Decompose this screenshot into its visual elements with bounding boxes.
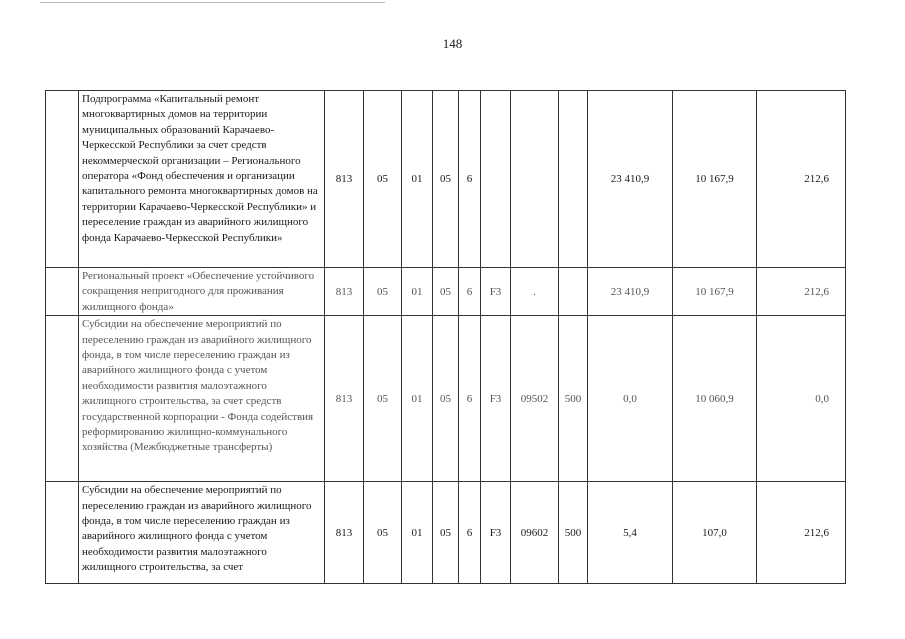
expense-type-code bbox=[559, 91, 588, 268]
amount-1: 5,4 bbox=[588, 482, 673, 584]
expense-type-code: 500 bbox=[559, 482, 588, 584]
project-code: F3 bbox=[481, 482, 511, 584]
amount-3: 0,0 bbox=[757, 316, 846, 482]
amount-2: 107,0 bbox=[673, 482, 757, 584]
program-code: 05 bbox=[433, 91, 459, 268]
project-code: F3 bbox=[481, 268, 511, 316]
table-row bbox=[46, 482, 846, 584]
amount-3: 212,6 bbox=[757, 268, 846, 316]
section-code: 05 bbox=[364, 316, 402, 482]
amount-2: 10 167,9 bbox=[673, 268, 757, 316]
expense-type-code bbox=[559, 268, 588, 316]
section-code: 05 bbox=[364, 482, 402, 584]
empty-cell bbox=[46, 91, 79, 268]
subprogram-code: 6 bbox=[459, 482, 481, 584]
subprogram-code: 6 bbox=[459, 91, 481, 268]
amount-1: 0,0 bbox=[588, 316, 673, 482]
amount-1: 23 410,9 bbox=[588, 91, 673, 268]
row-description: Подпрограмма «Капитальный ремонт многоквартирных домов на территории муниципальных образований Карачаево-Черкесской Республики за счет средств некоммерческой организации – Регионального оператора «Фонд обеспечения и организации капитального ремонта многоквартирных домов на территории Карачаево-Черкесской Республики» и переселение граждан из аварийного жилищного фонда Карачаево-Черкесской Республики» bbox=[79, 91, 325, 268]
direction-code: 09602 bbox=[511, 482, 559, 584]
row-description: Субсидии на обеспечение мероприятий по переселению граждан из аварийного жилищного фонда, в том числе переселению граждан из аварийного жилищного фонда с учетом необходимости развития малоэтажного жилищного строительства, за счет bbox=[79, 482, 325, 584]
direction-code bbox=[511, 91, 559, 268]
subsection-code: 01 bbox=[402, 268, 433, 316]
subsection-code: 01 bbox=[402, 91, 433, 268]
section-code: 05 bbox=[364, 91, 402, 268]
row-description: Региональный проект «Обеспечение устойчивого сокращения непригодного для проживания жилищного фонда» bbox=[79, 268, 325, 316]
subsection-code: 01 bbox=[402, 316, 433, 482]
direction-code: 09502 bbox=[511, 316, 559, 482]
program-code: 05 bbox=[433, 268, 459, 316]
program-code: 05 bbox=[433, 482, 459, 584]
page-number: 148 bbox=[442, 36, 463, 51]
grbs-code: 813 bbox=[325, 91, 364, 268]
project-code: F3 bbox=[481, 316, 511, 482]
direction-code: . bbox=[511, 268, 559, 316]
project-code bbox=[481, 91, 511, 268]
header-rule bbox=[40, 2, 385, 3]
subprogram-code: 6 bbox=[459, 268, 481, 316]
amount-3: 212,6 bbox=[757, 482, 846, 584]
expense-type-code: 500 bbox=[559, 316, 588, 482]
amount-1: 23 410,9 bbox=[588, 268, 673, 316]
amount-2: 10 167,9 bbox=[673, 91, 757, 268]
grbs-code: 813 bbox=[325, 316, 364, 482]
grbs-code: 813 bbox=[325, 482, 364, 584]
empty-cell bbox=[46, 316, 79, 482]
section-code: 05 bbox=[364, 268, 402, 316]
table-row bbox=[46, 316, 846, 482]
empty-cell bbox=[46, 482, 79, 584]
amount-2: 10 060,9 bbox=[673, 316, 757, 482]
empty-cell bbox=[46, 268, 79, 316]
table-row bbox=[46, 91, 846, 268]
program-code: 05 bbox=[433, 316, 459, 482]
table-row bbox=[46, 268, 846, 316]
row-description: Субсидии на обеспечение мероприятий по переселению граждан из аварийного жилищного фонда, в том числе переселению граждан из аварийного жилищного фонда с учетом необходимости развития малоэтажного жилищного строительства, за счет средств государственной корпорации - Фонда содействия реформированию жилищно-коммунального хозяйства (Межбюджетные трансферты) bbox=[79, 316, 325, 482]
subprogram-code: 6 bbox=[459, 316, 481, 482]
subsection-code: 01 bbox=[402, 482, 433, 584]
grbs-code: 813 bbox=[325, 268, 364, 316]
budget-table bbox=[45, 90, 846, 584]
amount-3: 212,6 bbox=[757, 91, 846, 268]
